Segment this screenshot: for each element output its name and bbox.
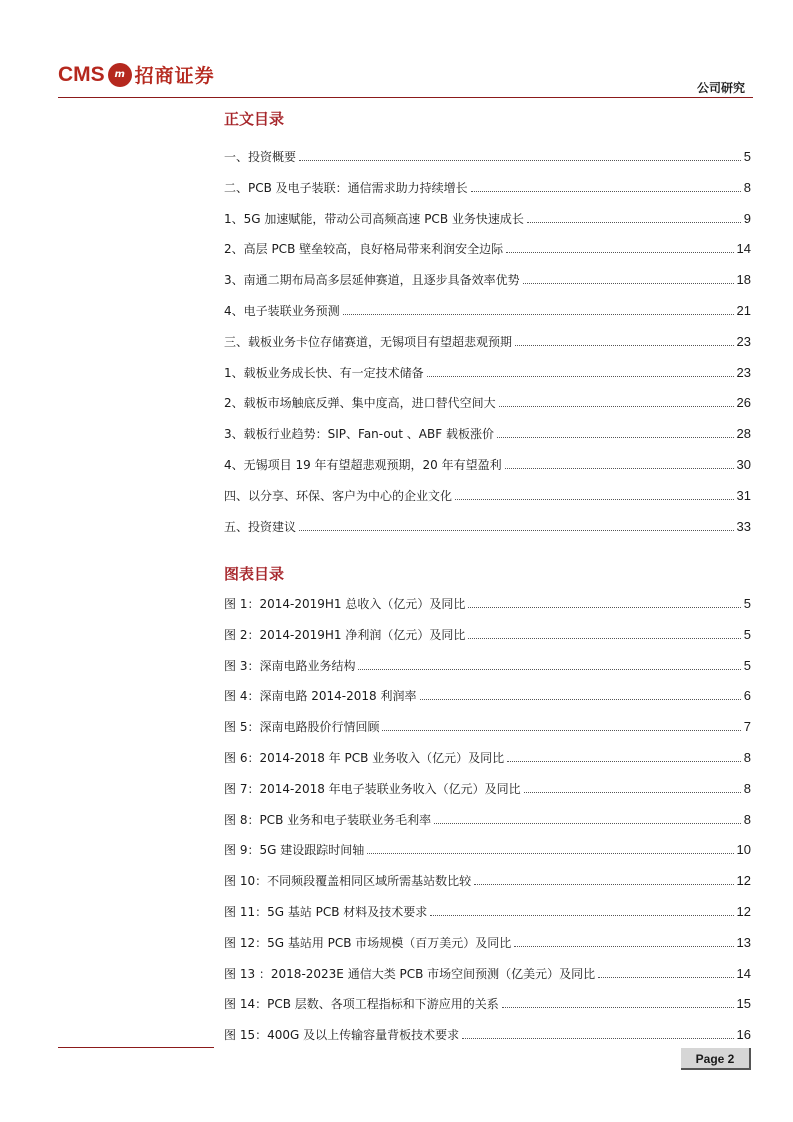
figures-toc-title: 图表目录: [224, 565, 285, 583]
figure-entry-page-number: 16: [736, 1027, 751, 1043]
toc-entry-page-number: 8: [743, 179, 751, 195]
page-header: [0, 0, 793, 100]
toc-entry[interactable]: [224, 419, 751, 450]
toc-entry[interactable]: [224, 358, 751, 389]
dot-leader: [434, 823, 741, 824]
figure-entry-page-number: 5: [743, 657, 751, 673]
dot-leader: [514, 946, 733, 947]
figure-entry-label: 图 7：2014-2018 年电子装联业务收入（亿元）及同比: [224, 781, 521, 796]
figure-entry[interactable]: [224, 959, 751, 990]
figure-entry-label: 图 3：深南电路业务结构: [224, 658, 356, 673]
figure-entry-page-number: 14: [736, 965, 751, 981]
toc-entry[interactable]: [224, 481, 751, 512]
figure-entry[interactable]: [224, 681, 751, 712]
footer-divider: [58, 1047, 214, 1048]
figure-entry[interactable]: [224, 743, 751, 774]
toc-entry[interactable]: [224, 296, 751, 327]
dot-leader: [455, 499, 734, 500]
toc-entry[interactable]: [224, 512, 751, 543]
toc-entry[interactable]: [224, 450, 751, 481]
dot-leader: [524, 792, 741, 793]
figure-entry[interactable]: [224, 1020, 751, 1051]
toc-entry[interactable]: [224, 142, 751, 173]
toc-entry-label: 1、载板业务成长快、有一定技术储备: [224, 365, 424, 380]
figure-entry-label: 图 4：深南电路 2014-2018 利润率: [224, 689, 417, 704]
toc-entry-label: 4、无锡项目 19 年有望超悲观预期，20 年有望盈利: [224, 457, 502, 472]
toc-entry-page-number: 23: [736, 333, 751, 349]
dot-leader: [299, 530, 734, 531]
toc-entry-label: 3、南通二期布局高多层延伸赛道，且逐步具备效率优势: [224, 273, 520, 288]
figure-entry-label: 图 9：5G 建设跟踪时间轴: [224, 843, 365, 858]
figure-entry[interactable]: [224, 774, 751, 805]
figure-entry[interactable]: [224, 989, 751, 1020]
dot-leader: [527, 222, 741, 223]
dot-leader: [499, 406, 734, 407]
figure-entry-page-number: 7: [743, 719, 751, 735]
toc-entry-page-number: 33: [736, 518, 751, 534]
dot-leader: [367, 853, 733, 854]
toc-entry-label: 2、载板市场触底反弹、集中度高，进口替代空间大: [224, 396, 496, 411]
logo-latin-text: CMS: [58, 62, 105, 86]
toc-entry-page-number: 28: [736, 426, 751, 442]
toc-entry-label: 一、投资概要: [224, 150, 297, 164]
toc-entry[interactable]: [224, 265, 751, 296]
figure-entry-label: 图 15：400G 及以上传输容量背板技术要求: [224, 1028, 460, 1043]
figure-entry[interactable]: [224, 928, 751, 959]
figure-entry-label: 图 14：PCB 层数、各项工程指标和下游应用的关系: [224, 997, 499, 1012]
toc-entry-label: 2、高层 PCB 壁垒较高，良好格局带来利润安全边际: [224, 242, 504, 257]
dot-leader: [468, 607, 740, 608]
figure-entry[interactable]: [224, 835, 751, 866]
dot-leader: [515, 345, 734, 346]
dot-leader: [471, 191, 741, 192]
figure-entry-page-number: 10: [736, 842, 751, 858]
toc-entry-page-number: 9: [743, 210, 751, 226]
figure-entry-label: 图 10：不同频段覆盖相同区域所需基站数比较: [224, 874, 472, 889]
dot-leader: [523, 283, 734, 284]
figure-entry-label: 图 11：5G 基站 PCB 材料及技术要求: [224, 904, 428, 919]
logo-chinese-text: 招商证券: [134, 65, 215, 87]
toc-entry-page-number: 14: [736, 241, 751, 257]
figure-entry-page-number: 5: [743, 626, 751, 642]
toc-entry-page-number: 5: [743, 149, 751, 164]
toc-entry[interactable]: [224, 204, 751, 235]
toc-entry-page-number: 23: [736, 364, 751, 380]
toc-entry-label: 四、以分享、环保、客户为中心的企业文化: [224, 488, 453, 503]
dot-leader: [343, 314, 734, 315]
figure-entry-label: 图 2：2014-2019H1 净利润（亿元）及同比: [224, 627, 466, 642]
toc-entry-label: 五、投资建议: [224, 519, 297, 534]
figure-entry-page-number: 12: [736, 873, 751, 889]
dot-leader: [427, 376, 734, 377]
dot-leader: [505, 468, 734, 469]
toc-entry[interactable]: [224, 234, 751, 265]
toc-entry[interactable]: [224, 173, 751, 204]
report-type-tag: 公司研究: [696, 81, 745, 95]
toc-entry-label: 三、载板业务卡位存储赛道，无锡项目有望超悲观预期: [224, 334, 513, 349]
figure-entry-label: 图 5：深南电路股价行情回顾: [224, 720, 380, 735]
toc-entry-page-number: 30: [736, 456, 751, 472]
toc-entry[interactable]: [224, 327, 751, 358]
dot-leader: [497, 437, 734, 438]
figure-entry-page-number: 15: [736, 996, 751, 1012]
logo-emblem-text: m: [114, 69, 125, 80]
figure-entry-page-number: 13: [736, 934, 751, 950]
dot-leader: [502, 1007, 734, 1008]
toc-title: 正文目录: [224, 110, 285, 128]
figure-entry[interactable]: [224, 805, 751, 836]
toc-entry-label: 4、电子装联业务预测: [224, 303, 340, 318]
toc-entry-page-number: 26: [736, 395, 751, 411]
toc-entry-page-number: 18: [736, 272, 751, 288]
figure-entry-page-number: 8: [743, 780, 751, 796]
cms-logo: [58, 61, 215, 88]
dot-leader: [598, 977, 733, 978]
figure-entry[interactable]: [224, 712, 751, 743]
dot-leader: [430, 915, 733, 916]
figure-entry-label: 图 8：PCB 业务和电子装联业务毛利率: [224, 812, 432, 827]
figure-entry-page-number: 8: [743, 749, 751, 765]
figure-entry[interactable]: [224, 589, 751, 620]
figures-table-of-contents: [224, 589, 751, 1051]
dot-leader: [506, 252, 733, 253]
dot-leader: [358, 669, 740, 670]
dot-leader: [474, 884, 733, 885]
figure-entry-label: 图 6：2014-2018 年 PCB 业务收入（亿元）及同比: [224, 750, 505, 765]
figure-entry-page-number: 12: [736, 903, 751, 919]
dot-leader: [420, 699, 741, 700]
figure-entry[interactable]: [224, 620, 751, 651]
figure-entry-page-number: 6: [743, 688, 751, 704]
figure-entry-label: 图 13 ：2018-2023E 通信大类 PCB 市场空间预测（亿美元）及同比: [224, 966, 596, 981]
toc-entry-page-number: 31: [736, 487, 751, 503]
dot-leader: [299, 160, 741, 161]
dot-leader: [468, 638, 740, 639]
table-of-contents: [224, 142, 751, 542]
toc-entry[interactable]: [224, 388, 751, 419]
toc-entry-label: 3、载板行业趋势：SIP、Fan-out 、ABF 载板涨价: [224, 427, 494, 442]
toc-entry-label: 1、5G 加速赋能，带动公司高频高速 PCB 业务快速成长: [224, 211, 524, 226]
figure-entry[interactable]: [224, 897, 751, 928]
figure-entry[interactable]: [224, 866, 751, 897]
logo-emblem-icon: [108, 63, 132, 87]
toc-entry-page-number: 21: [736, 302, 751, 318]
dot-leader: [507, 761, 741, 762]
toc-entry-label: 二、PCB 及电子装联：通信需求助力持续增长: [224, 180, 468, 195]
figure-entry-page-number: 8: [743, 811, 751, 827]
dot-leader: [462, 1038, 733, 1039]
figure-entry-page-number: 5: [743, 596, 751, 611]
dot-leader: [382, 730, 740, 731]
page-number-badge: Page 2: [681, 1048, 751, 1070]
figure-entry-label: 图 1：2014-2019H1 总收入（亿元）及同比: [224, 597, 466, 611]
header-divider: [58, 97, 753, 98]
figure-entry[interactable]: [224, 651, 751, 682]
figure-entry-label: 图 12：5G 基站用 PCB 市场规模（百万美元）及同比: [224, 935, 512, 950]
